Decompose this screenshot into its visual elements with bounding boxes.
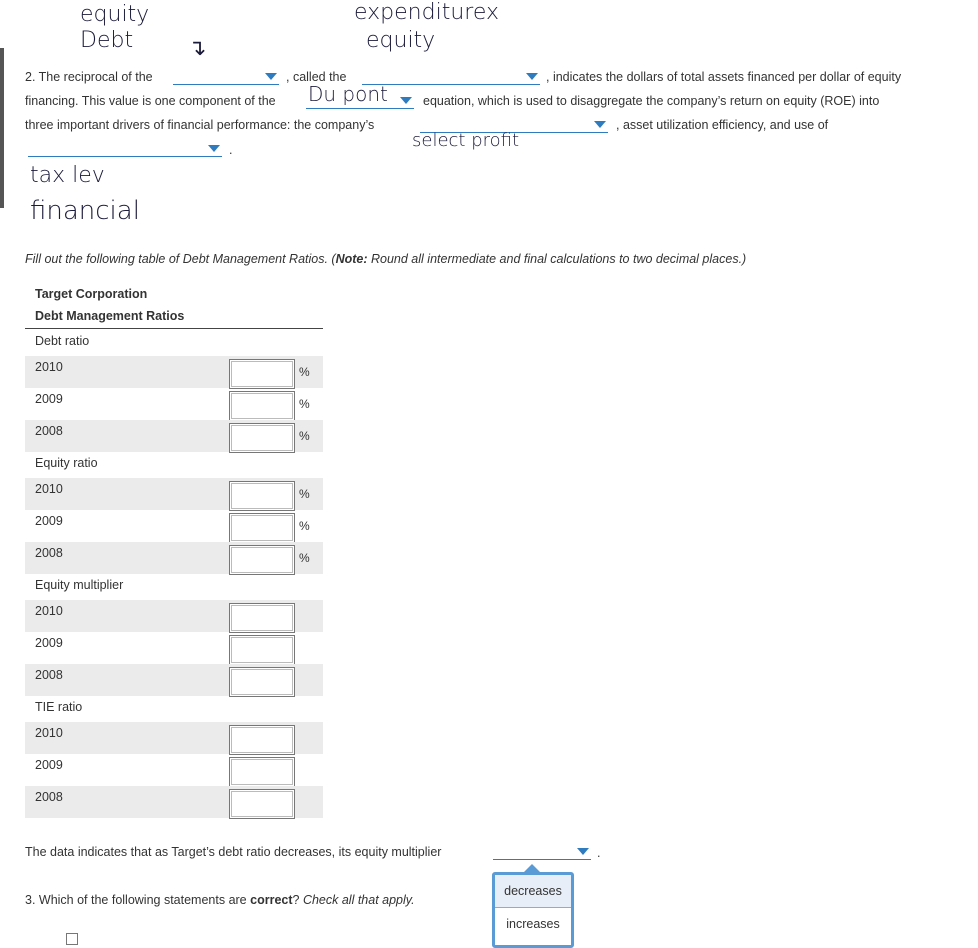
q2-text-3: , indicates the dollars of total assets financed per dollar of equity bbox=[546, 70, 902, 84]
chevron-down-icon bbox=[594, 121, 606, 128]
q2-text-4: financing. This value is one component of the bbox=[25, 94, 276, 108]
handwriting-expenditure: expenditurex bbox=[354, 0, 499, 25]
handwriting-tax-lev: tax lev bbox=[30, 163, 105, 188]
table-title: Debt Management Ratios bbox=[35, 309, 185, 323]
table-row bbox=[25, 600, 323, 632]
section-tie-ratio: TIE ratio bbox=[35, 700, 83, 714]
equity-ratio-2009-input[interactable] bbox=[229, 513, 295, 543]
handwriting-equity: equity bbox=[80, 2, 150, 27]
q3-bold: correct bbox=[250, 893, 293, 907]
q3-instruction: Check all that apply. bbox=[302, 893, 415, 907]
equity-ratio-2008-input[interactable] bbox=[229, 545, 295, 575]
handwriting-arrow-mark: ↴ bbox=[188, 36, 207, 61]
row-year: 2008 bbox=[35, 790, 63, 804]
handwriting-financial: financial bbox=[30, 196, 140, 226]
q2-text-1: 2. The reciprocal of the bbox=[25, 70, 153, 84]
equity-multiplier-2010-input[interactable] bbox=[229, 603, 295, 633]
row-year: 2010 bbox=[35, 360, 63, 374]
popup-pointer bbox=[524, 864, 540, 872]
table-row bbox=[25, 754, 323, 786]
instructions-note: Note: bbox=[335, 252, 368, 266]
table-divider bbox=[25, 328, 323, 329]
chevron-down-icon bbox=[577, 848, 589, 855]
q3-prefix: 3. Which of the following statements are bbox=[25, 893, 251, 907]
debt-ratio-2009-input[interactable] bbox=[229, 391, 295, 421]
equity-ratio-2010-input[interactable] bbox=[229, 481, 295, 511]
q2-text-6: three important drivers of financial performance: the company’s bbox=[25, 118, 375, 132]
section-debt-ratio: Debt ratio bbox=[35, 334, 90, 348]
chevron-down-icon bbox=[208, 145, 220, 152]
instructions bbox=[25, 252, 746, 266]
chevron-down-icon bbox=[526, 73, 538, 80]
table-row bbox=[25, 664, 323, 696]
option-increases[interactable]: increases bbox=[506, 917, 560, 931]
q3-text bbox=[25, 893, 415, 907]
table-row bbox=[25, 510, 323, 542]
q2-end: . bbox=[229, 143, 233, 157]
equity-multiplier-dropdown[interactable] bbox=[493, 845, 591, 860]
conclusion-end: . bbox=[597, 846, 601, 860]
table-row bbox=[25, 722, 323, 754]
handwriting-select-profit: select profit bbox=[412, 130, 520, 151]
option-decreases[interactable]: decreases bbox=[495, 875, 571, 908]
section-equity-ratio: Equity ratio bbox=[35, 456, 98, 470]
row-year: 2008 bbox=[35, 546, 63, 560]
q2-text-7: , asset utilization efficiency, and use of bbox=[616, 118, 829, 132]
table-row bbox=[25, 420, 323, 452]
equity-multiplier-2008-input[interactable] bbox=[229, 667, 295, 697]
called-the-dropdown[interactable] bbox=[362, 70, 540, 85]
row-year: 2009 bbox=[35, 636, 63, 650]
reciprocal-dropdown[interactable] bbox=[173, 70, 279, 85]
table-row bbox=[25, 478, 323, 510]
percent-unit: % bbox=[299, 551, 310, 565]
percent-unit: % bbox=[299, 429, 310, 443]
row-year: 2009 bbox=[35, 392, 63, 406]
q3-suffix: ? bbox=[292, 893, 303, 907]
row-year: 2008 bbox=[35, 424, 63, 438]
table-row bbox=[25, 388, 323, 420]
tie-ratio-2010-input[interactable] bbox=[229, 725, 295, 755]
handwriting-debt: Debt bbox=[80, 28, 134, 53]
chevron-down-icon bbox=[400, 97, 412, 104]
instructions-text-1: Fill out the following table of Debt Management Ratios. ( bbox=[25, 252, 336, 266]
row-year: 2010 bbox=[35, 726, 63, 740]
row-year: 2010 bbox=[35, 604, 63, 618]
row-year: 2008 bbox=[35, 668, 63, 682]
conclusion-text: The data indicates that as Target’s debt ratio decreases, its equity multiplier bbox=[25, 845, 442, 859]
tie-ratio-2008-input[interactable] bbox=[229, 789, 295, 819]
debt-ratio-2010-input[interactable] bbox=[229, 359, 295, 389]
table-row bbox=[25, 356, 323, 388]
row-year: 2009 bbox=[35, 758, 63, 772]
chevron-down-icon bbox=[265, 73, 277, 80]
handwriting-dupont: Du pont bbox=[308, 82, 388, 106]
left-border-rule bbox=[0, 48, 4, 208]
debt-ratio-2008-input[interactable] bbox=[229, 423, 295, 453]
percent-unit: % bbox=[299, 397, 310, 411]
table-row bbox=[25, 542, 323, 574]
equity-multiplier-2009-input[interactable] bbox=[229, 635, 295, 665]
percent-unit: % bbox=[299, 365, 310, 379]
percent-unit: % bbox=[299, 487, 310, 501]
section-equity-multiplier: Equity multiplier bbox=[35, 578, 124, 592]
table-row bbox=[25, 786, 323, 818]
row-year: 2009 bbox=[35, 514, 63, 528]
tie-ratio-2009-input[interactable] bbox=[229, 757, 295, 787]
table-company: Target Corporation bbox=[35, 287, 148, 301]
q2-text-5: equation, which is used to disaggregate the company’s return on equity (ROE) into bbox=[423, 94, 880, 108]
use-of-dropdown[interactable] bbox=[28, 142, 222, 157]
table-row bbox=[25, 632, 323, 664]
handwriting-equity-2: equity bbox=[366, 28, 436, 53]
instructions-text-2: Round all intermediate and final calculations to two decimal places.) bbox=[367, 252, 747, 266]
row-year: 2010 bbox=[35, 482, 63, 496]
percent-unit: % bbox=[299, 519, 310, 533]
q3-checkbox[interactable] bbox=[66, 933, 78, 945]
q2-text-2: , called the bbox=[286, 70, 347, 84]
